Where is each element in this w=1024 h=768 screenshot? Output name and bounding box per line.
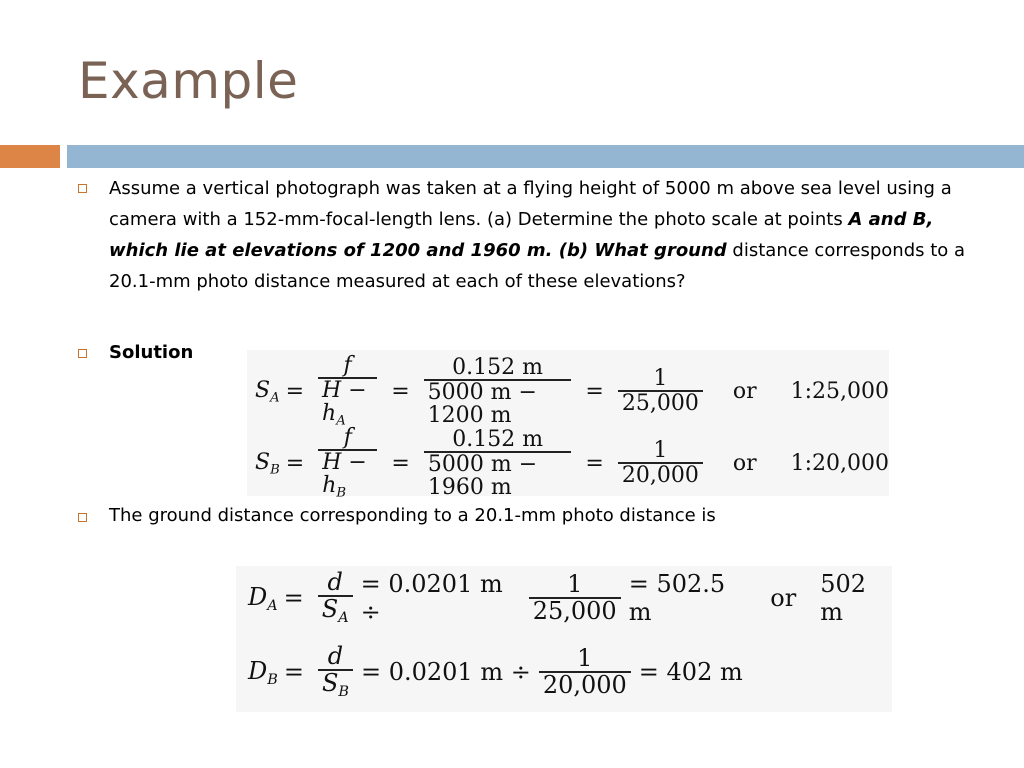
accent-bar-blue (67, 145, 1024, 168)
eq-lhs: $S_A$ (255, 377, 280, 406)
eq-ratio: 1:20,000 (790, 450, 889, 476)
eq-result: = 402 m (638, 658, 743, 687)
eq-or: or (732, 450, 757, 476)
eq-alt-result: 502 m (820, 570, 866, 627)
eq-lhs: $D_A$ (248, 582, 278, 614)
accent-bar-orange (0, 145, 60, 168)
eq-lhs: $D_B$ (248, 656, 278, 688)
eq-or: or (732, 378, 757, 404)
eq-fraction: $\frac{1}{20,000}$ (539, 646, 631, 698)
problem-emphasis: A and B, which lie at elevations of 1200 and 1960 m. (b) What ground (109, 209, 934, 261)
bullet-marker (78, 513, 87, 522)
equation-sa: $S_A$ = $\frac{f}{H - h_A}$ = $\frac{0.152 m}{5000 m - 1200 m}$ = $\frac{1}{25,000}$ or 1:25,000 (255, 353, 889, 429)
ground-distance-statement: The ground distance corresponding to a 20.1-mm photo distance is (109, 505, 716, 526)
eq-fraction: $\frac{0.152 m}{5000 m - 1200 m}$ (424, 356, 572, 427)
equation-db: $D_B$ = $\frac{d}{S_B}$ = 0.0201 m ÷ $\frac{1}{20,000}$ = 402 m (248, 642, 743, 701)
slide-title: Example (78, 52, 299, 110)
eq-or: or (770, 584, 797, 613)
eq-middle: = 0.0201 m ÷ (360, 570, 503, 627)
eq-fraction: $\frac{1}{20,000}$ (618, 439, 703, 487)
bullet-marker (78, 349, 87, 358)
eq-fraction: $\frac{f}{H - h_B}$ (318, 426, 377, 501)
distance-equations (236, 566, 892, 712)
equation-sb: $S_B$ = $\frac{f}{H - h_B}$ = $\frac{0.152 m}{5000 m - 1960 m}$ = $\frac{1}{20,000}$ or 1:20,000 (255, 425, 889, 501)
eq-equals: = (285, 378, 305, 404)
eq-fraction: $\frac{d}{S_B}$ (318, 644, 353, 700)
equation-da: $D_A$ = $\frac{d}{S_A}$ = 0.0201 m ÷ $\frac{1}{25,000}$ = 502.5 m or 502 m (248, 570, 892, 626)
eq-fraction: $\frac{d}{S_A}$ (318, 570, 353, 626)
eq-lhs: $S_B$ (255, 449, 280, 478)
eq-fraction: $\frac{1}{25,000}$ (529, 572, 621, 624)
eq-result: = 502.5 m (628, 570, 726, 627)
eq-ratio: 1:25,000 (790, 378, 889, 404)
eq-middle: = 0.0201 m ÷ (360, 658, 531, 687)
problem-text: Assume a vertical photograph was taken at a flying height of 5000 m above sea level using a camera with a 152-mm-focal-length lens. (a) Determine the photo scale at points (109, 178, 952, 230)
eq-fraction: $\frac{0.152 m}{5000 m - 1960 m}$ (424, 428, 572, 499)
eq-fraction: $\frac{1}{25,000}$ (618, 367, 703, 415)
scale-equations (247, 350, 889, 501)
eq-fraction: $\frac{f}{H - h_A}$ (318, 354, 377, 429)
problem-text-tail: distance corresponds to a 20.1-mm photo distance measured at each of these elevations? (109, 240, 966, 292)
bullet-marker (78, 184, 87, 193)
solution-label: Solution (109, 342, 194, 363)
problem-statement (109, 173, 989, 297)
